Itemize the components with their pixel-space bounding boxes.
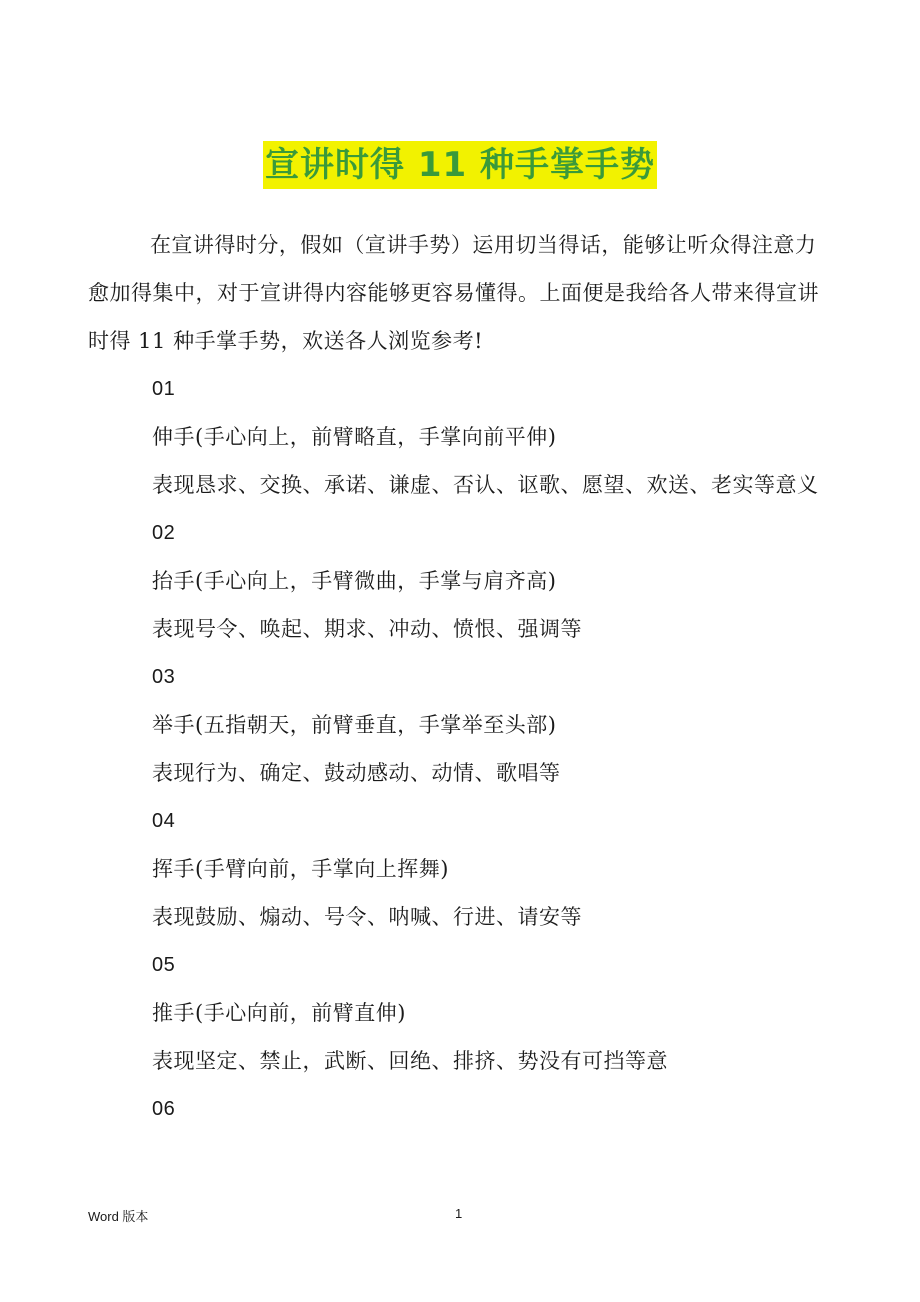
intro-paragraph: 在宣讲得时分，假如（宣讲手势）运用切当得话，能够让听众得注意力愈加得集中，对于宣讲得内容能够更容易懂得。上面便是我给各人带来得宣讲时得 11 种手掌手势，欢送各人浏览参考!: [88, 233, 819, 353]
item-number: 05: [152, 954, 176, 976]
footer-version-label: Word 版本: [88, 1209, 149, 1224]
item-meaning: 表现鼓励、煽动、号令、呐喊、行进、请安等: [152, 905, 582, 929]
item-gesture: 挥手(手臂向前，手掌向上挥舞): [152, 857, 449, 881]
item-number: 03: [152, 666, 176, 688]
item-number: 04: [152, 810, 176, 832]
item-gesture: 伸手(手心向上，前臂略直，手掌向前平伸): [152, 425, 557, 449]
item-meaning: 表现号令、唤起、期求、冲动、愤恨、强调等: [152, 617, 582, 641]
gesture-item-3: [88, 653, 828, 797]
document-body: [88, 221, 828, 1133]
item-number: 02: [152, 522, 176, 544]
item-gesture: 举手(五指朝天，前臂垂直，手掌举至头部): [152, 713, 557, 737]
gesture-item-4: [88, 797, 828, 941]
item-meaning: 表现恳求、交换、承诺、谦虚、否认、讴歌、愿望、欢送、老实等意义: [152, 473, 819, 497]
document-title: 宣讲时得 11 种手掌手势: [263, 141, 657, 189]
item-meaning: 表现行为、确定、鼓动感动、动情、歌唱等: [152, 761, 561, 785]
item-gesture: 推手(手心向前，前臂直伸): [152, 1001, 406, 1025]
gesture-item-5: [88, 941, 828, 1085]
page-number: 1: [455, 1206, 463, 1221]
item-number: 01: [152, 378, 176, 400]
gesture-item-2: [88, 509, 828, 653]
title-container: [0, 141, 920, 189]
item-gesture: 抬手(手心向上，手臂微曲，手掌与肩齐高): [152, 569, 557, 593]
item-meaning: 表现坚定、禁止，武断、回绝、排挤、势没有可挡等意: [152, 1049, 668, 1073]
gesture-item-1: [88, 365, 828, 509]
item-number-trailing: 06: [152, 1098, 176, 1120]
